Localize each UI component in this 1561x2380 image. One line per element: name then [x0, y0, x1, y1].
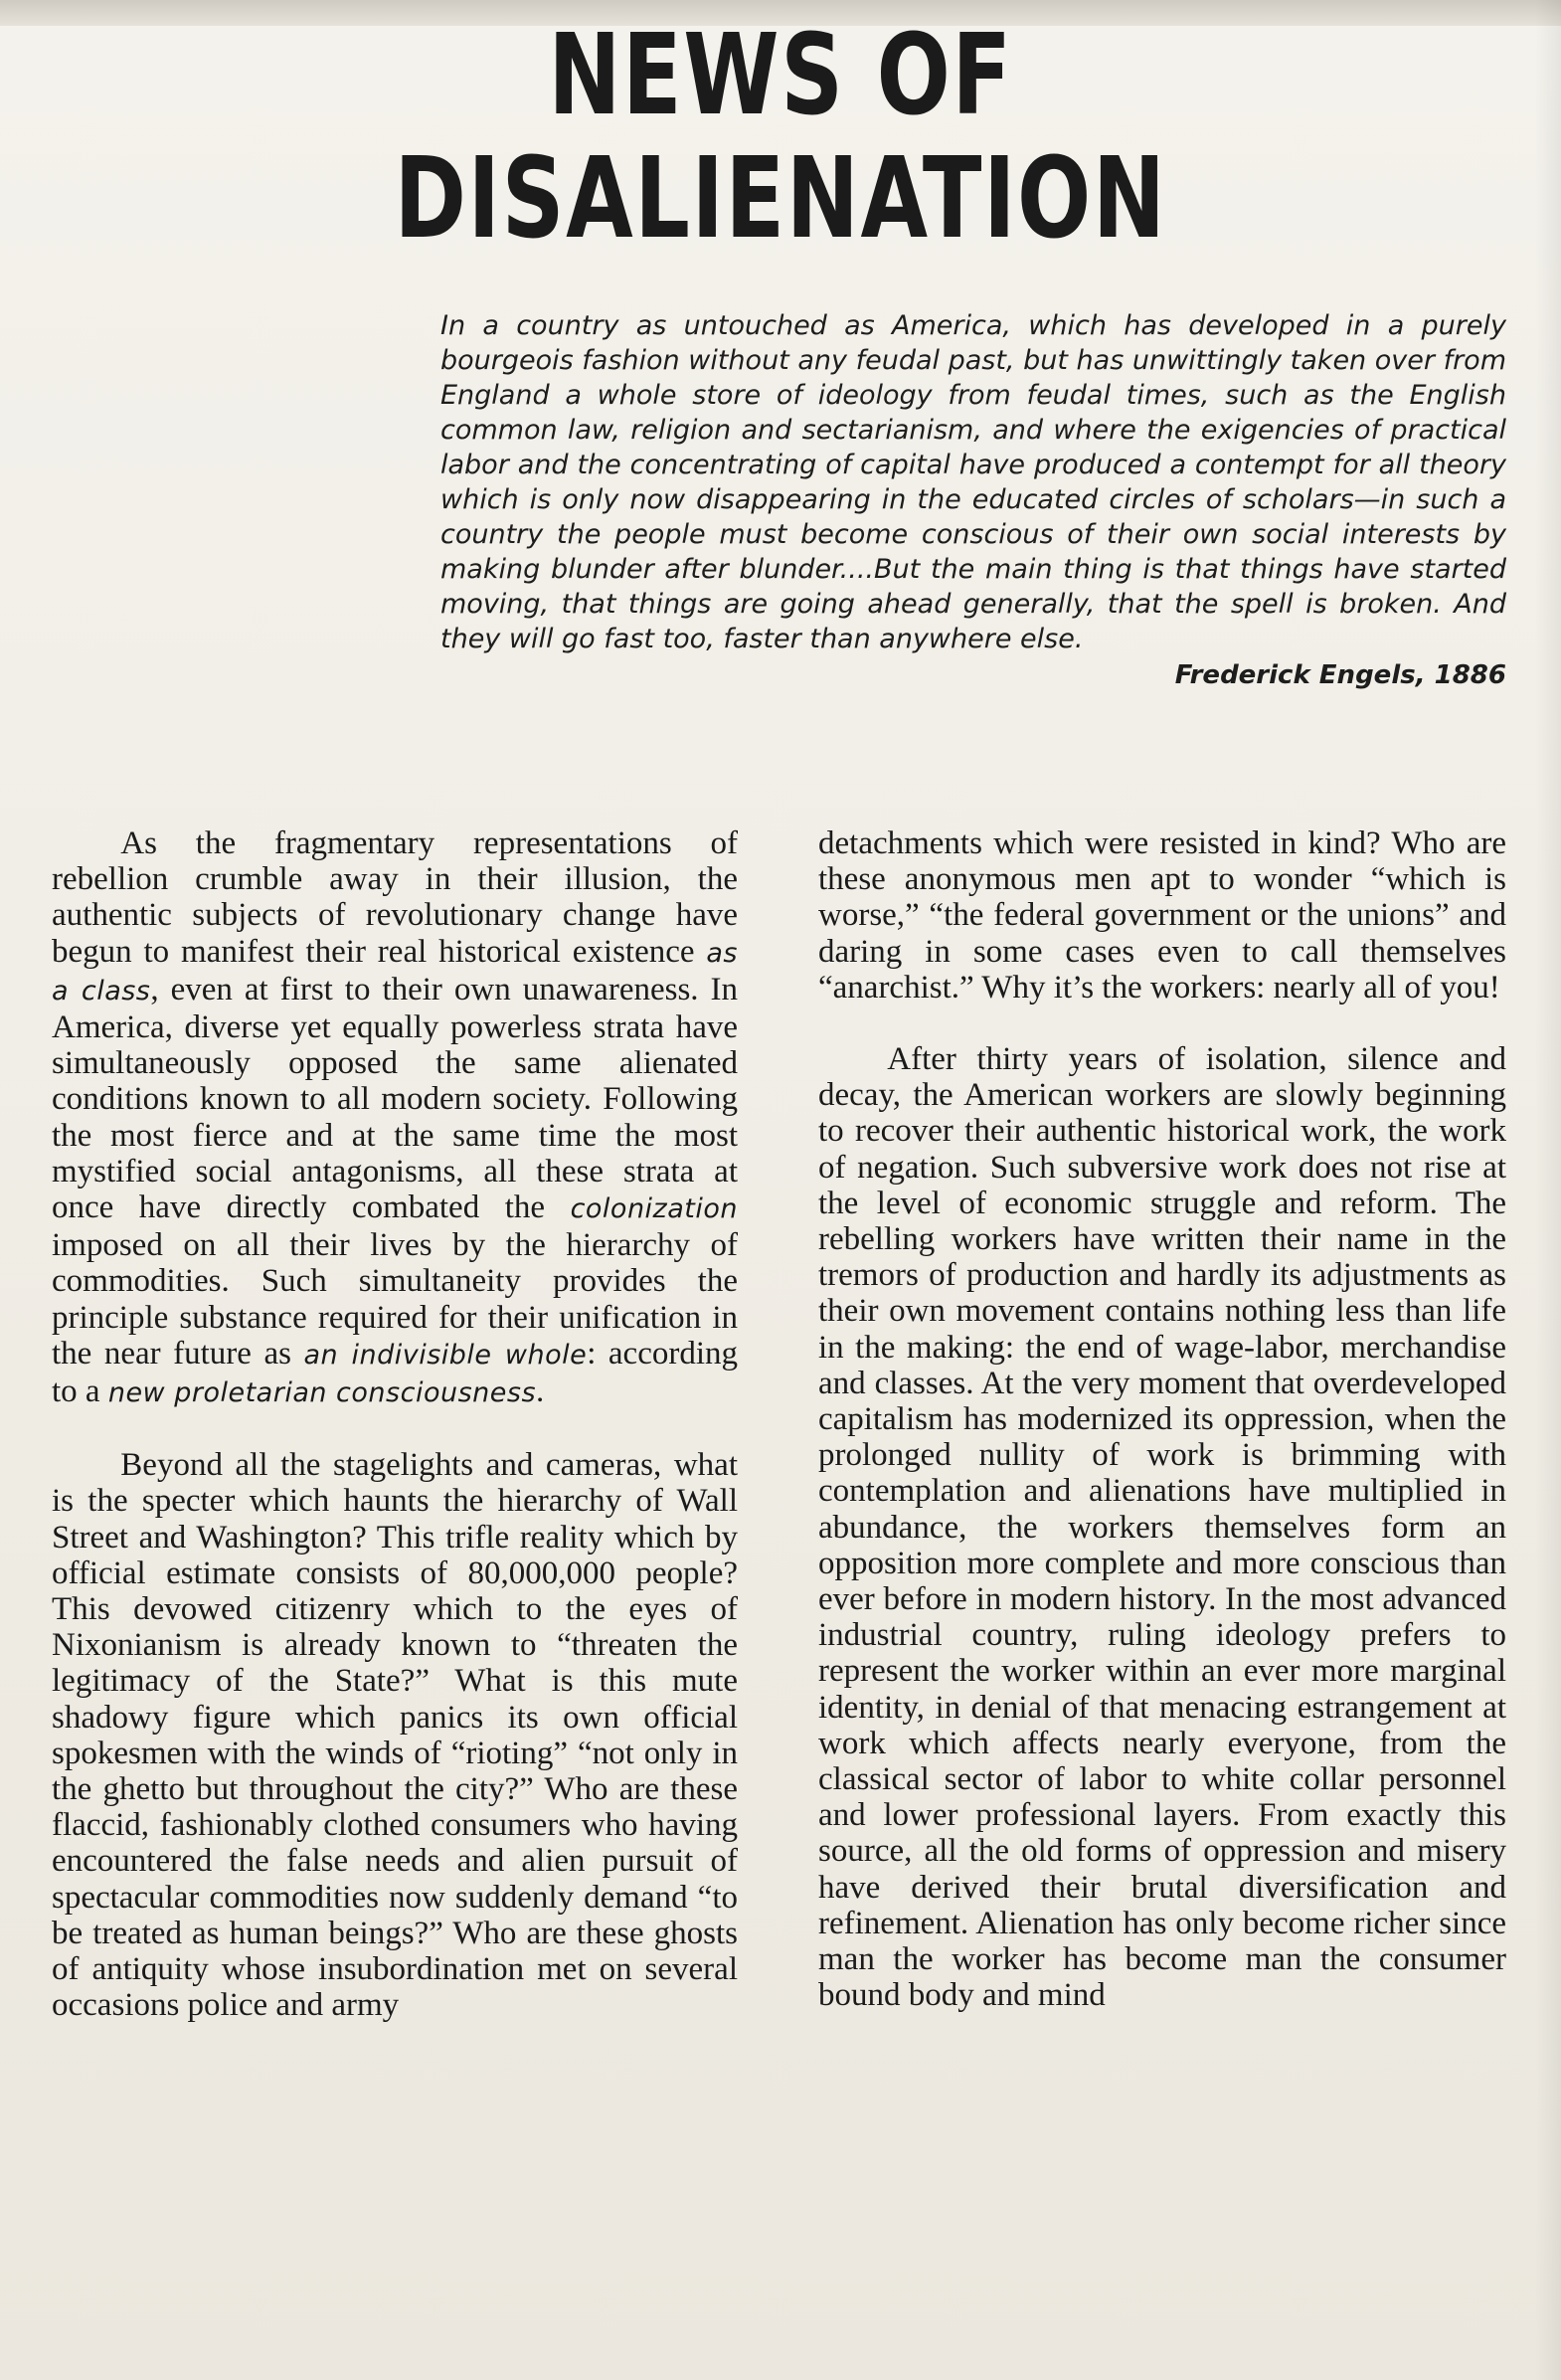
- text-run: : according to a: [52, 1335, 739, 1410]
- emphasis: colonization: [570, 1193, 738, 1225]
- epigraph-attribution: Frederick Engels, 1886: [1174, 660, 1506, 690]
- emphasis: as a class: [52, 937, 738, 1007]
- paragraph: Beyond all the stagelights and cameras, what is the specter which haunts the hierarchy of Wall Street and Washington? This trifle reality which by official estimate consists of 80,000,000 people? This devowed citizenry which to the eyes of Nixonianism is already known to “threaten the legitimacy of the State?” What is this mute shadowy figure which panics its own official spokesmen with the winds of “rioting” “not only in the ghetto but throughout the city?” Who are these flaccid, fashionably clothed consumers who having encountered the false needs and alien pursuit of spectacular commodities now suddenly demand “to be treated as human beings?” Who are these ghosts of antiquity whose insubordination met on several occasions police and army: [52, 1447, 738, 2024]
- epigraph-quote: In a country as untouched as America, which has developed in a purely bourgeois fashion without any feudal past, but has unwittingly taken over from England a whole store of ideology from feudal times, such as the English common law, religion and sectarianism, and where the exigencies of practical labor and the concentrating of capital have produced a contempt for all theory which is only now disappearing in the educated circles of scholars—in such a country the people must become conscious of their own social interests by making blunder after blunder....But the main thing is that things have started moving, that things are going ahead generally, that the spell is broken. And they will go fast too, faster than anywhere else.: [440, 310, 1506, 654]
- right-column: [818, 825, 1506, 2014]
- page-edge-shadow: [1535, 0, 1561, 2380]
- emphasis: an indivisible whole: [303, 1339, 588, 1371]
- article-headline: NEWS OF DISALIENATION: [394, 11, 1167, 264]
- text-run: As the fragmentary representations of rebellion crumble away in their illusion, the authentic subjects of revolutionary change have begun to manifest their real historical existence: [52, 825, 738, 970]
- emphasis: new proletarian consciousness: [107, 1377, 537, 1409]
- paragraph: detachments which were resisted in kind? Who are these anonymous men apt to wonder “which is worse,” “the federal government or the unions” and daring in some cases even to call themselves “anarchist.” Why it’s the workers: nearly all of you!: [818, 825, 1506, 1006]
- epigraph: [440, 308, 1506, 693]
- paragraph: [52, 825, 738, 1411]
- text-run: , even at first to their own unawareness. In America, diverse yet equally powerless strata have simultaneously opposed the same alienated conditions known to all modern society. Following the most fierce and at the same time the most mystified social antagonisms, all these strata at once have directly combated the: [52, 971, 739, 1226]
- text-run: .: [536, 1373, 545, 1410]
- text-run: imposed on all their lives by the hierarchy of commodities. Such simultaneity provides the principle substance required for their unification in the near future as: [52, 1227, 738, 1372]
- left-column: [52, 825, 738, 2024]
- paragraph: After thirty years of isolation, silence and decay, the American workers are slowly beginning to recover their authentic historical work, the work of negation. Such subversive work does not rise at the level of economic struggle and reform. The rebelling workers have written their name in the tremors of production and hardly its adjustments as their own movement contains nothing less than life in the making: the end of wage-labor, merchandise and classes. At the very moment that overdeveloped capitalism has modernized its oppression, when the prolonged nullity of work is brimming with contemplation and alienations have multiplied in abundance, the workers themselves form an opposition more complete and more conscious than ever before in modern history. In the most advanced industrial country, ruling ideology prefers to represent the worker within an ever more marginal identity, in denial of that menacing estrangement at work which affects nearly everyone, from the classical sector of labor to white collar personnel and lower professional layers. From exactly this source, all the old forms of oppression and misery have derived their brutal diversification and refinement. Alienation has only become richer since man the worker has become man the consumer bound body and mind: [818, 1041, 1506, 2014]
